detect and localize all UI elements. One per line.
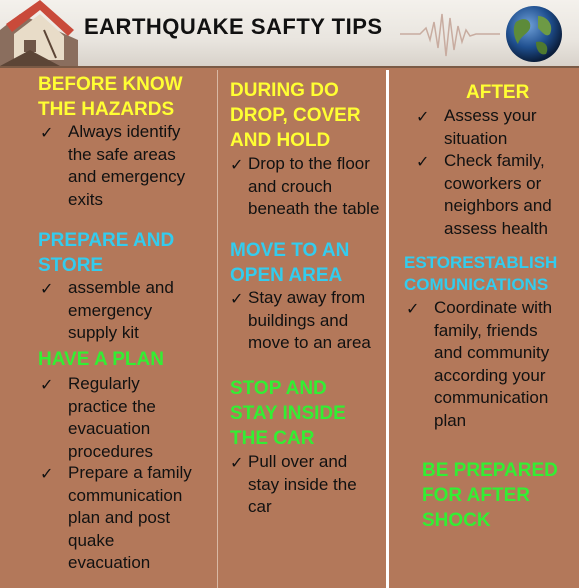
list-item: Prepare a family communication plan and post quake evacuation [68,463,192,572]
check-icon: ✓ [416,154,430,171]
check-icon: ✓ [230,291,244,308]
list-item: Pull over and stay inside the car [248,452,357,516]
heading-stop-car: STOP AND STAY INSIDE THE CAR [230,378,346,449]
check-icon: ✓ [416,109,430,126]
column-divider-right [386,70,389,588]
globe-icon [502,4,566,64]
heading-open-area: MOVE TO AN OPEN AREA [230,240,350,286]
check-icon: ✓ [40,377,54,394]
list-item: Regularly practice the evacuation procedures [68,374,156,461]
list-item: Stay away from buildings and move to an area [248,288,371,352]
column-divider-left [217,70,218,588]
heading-have-plan: HAVE A PLAN [38,349,164,370]
header-banner [0,0,579,68]
list-item: Coordinate with family, friends and community according your communication plan [434,298,553,430]
list-item: Drop to the floor and crouch beneath the table [248,154,380,218]
collapsed-house-image [0,0,78,66]
list-item: Always identify the safe areas and emergency exits [68,122,186,209]
check-icon: ✓ [40,125,54,142]
check-icon: ✓ [230,455,244,472]
check-icon: ✓ [40,466,54,483]
list-item: assemble and emergency supply kit [68,278,174,342]
seismograph-icon [400,8,500,60]
heading-during: DURING DO DROP, COVER AND HOLD [230,80,361,151]
heading-after-shock: BE PREPARED FOR AFTER SHOCK [422,460,558,531]
page-title: EARTHQUAKE SAFTY TIPS [84,14,383,39]
check-icon: ✓ [40,281,54,298]
heading-communications: ESTORESTABLISH COMUNICATIONS [404,253,558,294]
heading-before: BEFORE KNOW THE HAZARDS [38,74,183,120]
check-icon: ✓ [230,157,244,174]
heading-after: AFTER [466,82,530,103]
check-icon: ✓ [406,301,420,318]
heading-prepare-store: PREPARE AND STORE [38,230,175,276]
list-item: Assess your situation [444,106,537,148]
list-item: Check family, coworkers or neighbors and assess health [444,151,552,238]
